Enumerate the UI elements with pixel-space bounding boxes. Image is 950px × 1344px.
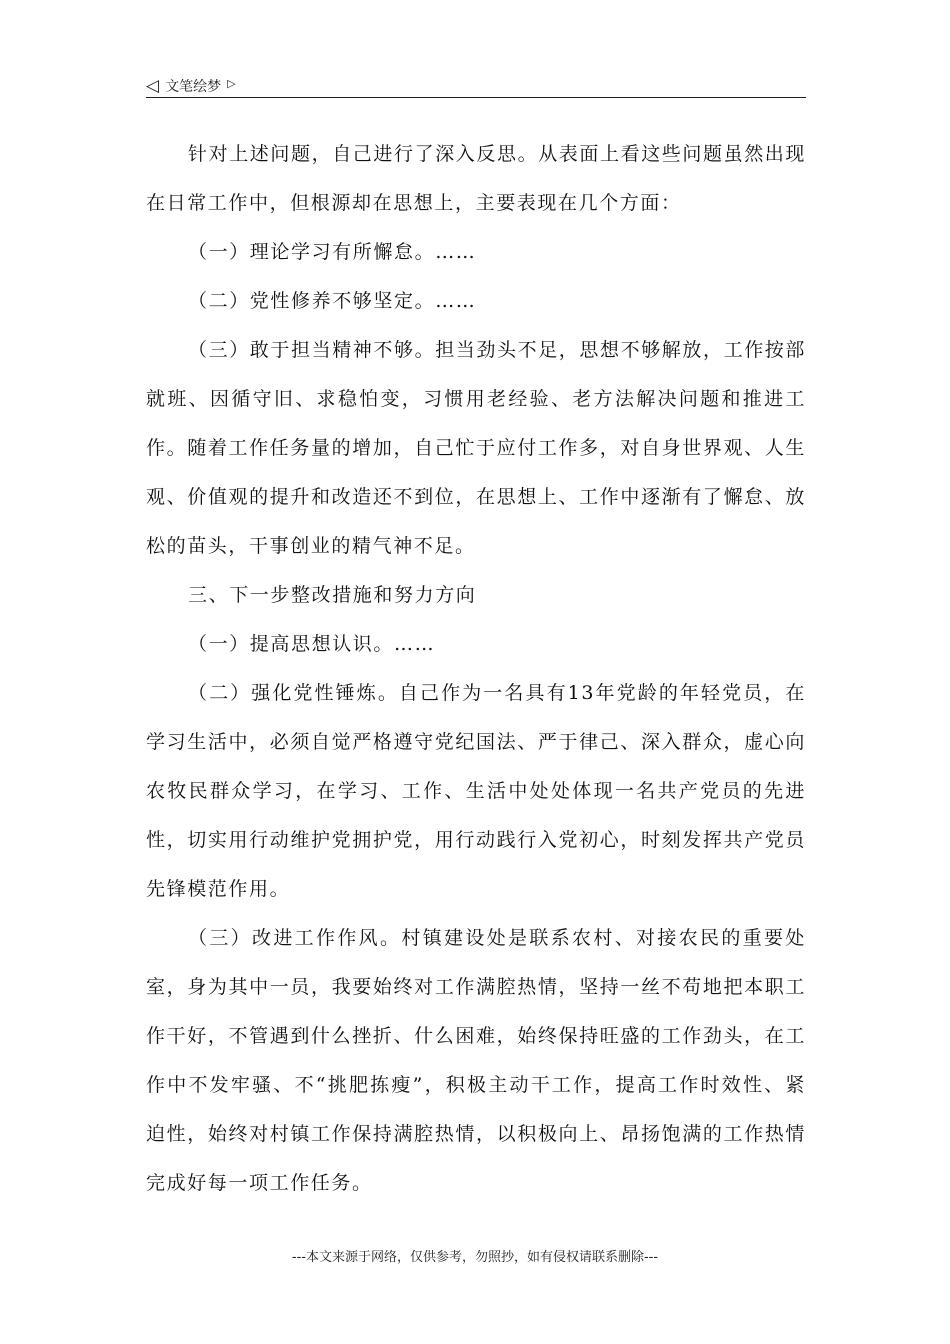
left-triangle-icon: ◁ bbox=[146, 75, 160, 96]
section-heading-next-steps: 三、下一步整改措施和努力方向 bbox=[188, 584, 477, 606]
paragraph-responsibility: （三）敢于担当精神不够。担当劲头不足，思想不够解放，工作按部就班、因循守旧、求稳怕变，习惯用老经验、老方法解决问题和推进工作。随着工作任务量的增加，自己忙于应付工作多，对自身世界观、人生观、价值观的提升和改造还不到位，在思想上、工作中逐渐有了懈怠、放松的苗头，干事创业的精气神不足。 bbox=[146, 339, 807, 557]
paragraph-improve-work-style: （三）改进工作作风。村镇建设处是联系农村、对接农民的重要处室，身为其中一员，我要始终对工作满腔热情，坚持一丝不苟地把本职工作干好，不管遇到什么挫折、什么困难，始终保持旺盛的工作劲头，在工作中不发牢骚、不“挑肥拣瘦”，积极主动干工作，提高工作时效性、紧迫性，始终对村镇工作保持满腔热情，以积极向上、昂扬饱满的工作热情完成好每一项工作任务。 bbox=[146, 927, 806, 1194]
document-body bbox=[146, 130, 806, 1208]
paragraph-theory-study: （一）理论学习有所懈怠。…… bbox=[188, 241, 477, 263]
paragraph-party-cultivation: （二）党性修养不够坚定。…… bbox=[188, 290, 477, 312]
paragraph-raise-awareness: （一）提高思想认识。…… bbox=[188, 633, 436, 655]
right-triangle-icon: ▷ bbox=[227, 76, 236, 90]
header-title: 文笔绘梦 bbox=[165, 79, 222, 95]
paragraph-reflection: 针对上述问题，自己进行了深入反思。从表面上看这些问题虽然出现在日常工作中，但根源却在思想上，主要表现在几个方面： bbox=[146, 143, 807, 214]
header-divider bbox=[146, 97, 806, 98]
paragraph-strengthen-party-spirit: （二）强化党性锤炼。自己作为一名具有13年党龄的年轻党员，在学习生活中，必须自觉严格遵守党纪国法、严于律己、深入群众，虚心向农牧民群众学习，在学习、工作、生活中处处体现一名共产党员的先进性，切实用行动维护党拥护党，用行动践行入党初心，时刻发挥共产党员先锋模范作用。 bbox=[146, 682, 806, 900]
page-header bbox=[146, 74, 806, 98]
footer-disclaimer: ---本文来源于网络，仅供参考，勿照抄，如有侵权请联系删除--- bbox=[291, 1250, 659, 1265]
